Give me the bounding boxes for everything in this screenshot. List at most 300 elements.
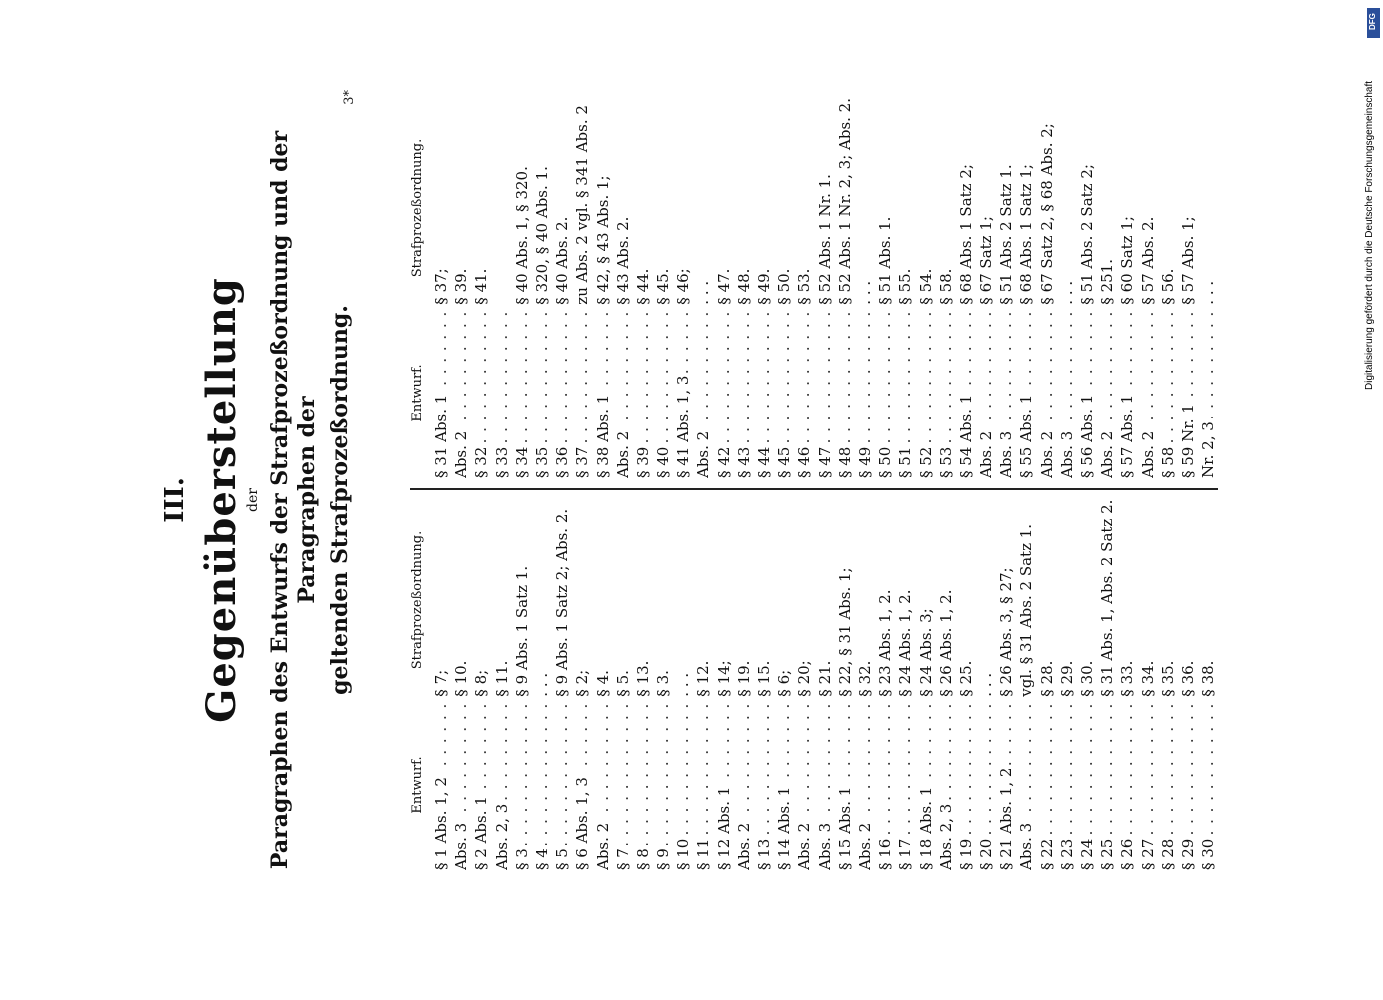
table-row: [1158, 98, 1178, 478]
spo-cell: § 14;: [714, 660, 733, 697]
entwurf-text: § 17: [896, 836, 914, 870]
table-row: [1158, 490, 1178, 870]
entwurf-cell: [552, 703, 572, 870]
table-row: [1037, 490, 1057, 870]
entwurf-cell: [552, 311, 572, 478]
table-row: [1138, 490, 1158, 870]
spo-cell: § 41.: [472, 268, 491, 305]
entwurf-cell: [693, 311, 713, 478]
spo-cell: § 28.: [1037, 660, 1056, 697]
entwurf-text: § 47: [816, 444, 834, 478]
spo-cell: zu Abs. 2 vgl. § 341 Abs. 2: [573, 105, 592, 305]
table-row: [492, 490, 512, 870]
right-table: [410, 98, 1218, 490]
entwurf-cell: [572, 703, 592, 870]
entwurf-text: § 2 Abs. 1: [472, 793, 490, 870]
spo-cell: § 20;: [795, 660, 814, 697]
table-row: [976, 490, 996, 870]
entwurf-text: Abs. 2: [452, 428, 470, 478]
entwurf-text: Abs. 2: [1098, 428, 1116, 478]
entwurf-cell: [835, 311, 855, 478]
spo-cell: § 43 Abs. 2.: [613, 216, 632, 305]
table-row: [512, 490, 532, 870]
table-row: [1057, 98, 1077, 478]
spo-cell: § 54.: [916, 268, 935, 305]
entwurf-cell: [1057, 703, 1077, 870]
entwurf-text: § 25: [1098, 836, 1116, 870]
entwurf-cell: [996, 311, 1016, 478]
entwurf-cell: [613, 703, 633, 870]
rotated-page: [160, 90, 1220, 910]
entwurf-text: Abs. 2: [594, 820, 612, 870]
subtitle-line-1: Paragraphen des Entwurfs der Strafprozeßordnung und der Paragraphen der: [267, 130, 320, 870]
spo-cell: § 42, § 43 Abs. 1;: [593, 175, 612, 305]
table-row: [471, 490, 491, 870]
spo-cell: § 320, § 40 Abs. 1.: [532, 166, 551, 305]
entwurf-cell: [1077, 311, 1097, 478]
entwurf-cell: [1138, 703, 1158, 870]
entwurf-text: § 15 Abs. 1: [836, 784, 854, 870]
entwurf-cell: [754, 703, 774, 870]
spo-cell: § 40 Abs. 2.: [553, 216, 572, 305]
entwurf-cell: [1198, 311, 1218, 478]
entwurf-cell: [532, 703, 552, 870]
spo-cell: § 25.: [956, 660, 975, 697]
entwurf-cell: [1077, 703, 1097, 870]
page-number: 3*: [342, 90, 357, 105]
entwurf-cell: [875, 311, 895, 478]
spo-cell: § 31 Abs. 1, Abs. 2 Satz 2.: [1098, 499, 1117, 697]
table-row: [895, 98, 915, 478]
entwurf-text: Abs. 3: [1017, 820, 1035, 870]
entwurf-cell: [1117, 703, 1137, 870]
spo-cell: § 67 Satz 1;: [977, 216, 996, 305]
spo-cell: [492, 98, 512, 311]
spo-cell: § 51 Abs. 2 Satz 2;: [1078, 164, 1096, 305]
entwurf-text: Nr. 2, 3: [1199, 418, 1217, 478]
entwurf-text: Abs. 2: [614, 428, 632, 478]
entwurf-text: § 9: [654, 845, 672, 870]
table-row: [1037, 98, 1057, 478]
spo-cell: § 4.: [593, 670, 612, 697]
entwurf-cell: [1016, 311, 1036, 478]
entwurf-cell: [1158, 703, 1178, 870]
entwurf-cell: [431, 311, 451, 478]
entwurf-text: § 11: [694, 836, 712, 870]
entwurf-text: § 28: [1159, 836, 1177, 870]
spo-cell: . . .: [855, 280, 874, 305]
entwurf-text: § 49: [856, 444, 874, 478]
table-row: [774, 98, 794, 478]
table-row: [734, 98, 754, 478]
entwurf-cell: [956, 311, 976, 478]
spo-cell: § 53.: [795, 268, 814, 305]
table-row: [815, 98, 835, 478]
spo-cell: § 40 Abs. 1, § 320.: [512, 166, 531, 305]
spo-cell: § 10.: [452, 660, 471, 697]
dfg-logo-text: DFG: [1368, 13, 1377, 30]
table-row: [673, 98, 693, 478]
entwurf-cell: [451, 703, 471, 870]
spo-cell: § 68 Abs. 1 Satz 2;: [956, 164, 975, 305]
table-row: [653, 490, 673, 870]
table-row: [1077, 98, 1097, 478]
entwurf-cell: [1178, 703, 1198, 870]
entwurf-cell: [996, 703, 1016, 870]
table-row: [451, 98, 471, 478]
table-row: [1198, 98, 1218, 478]
table-row: [593, 490, 613, 870]
entwurf-text: Abs. 2: [795, 820, 813, 870]
table-row: [875, 490, 895, 870]
entwurf-text: Abs. 2: [1038, 428, 1056, 478]
entwurf-text: § 54 Abs. 1: [957, 392, 975, 478]
entwurf-cell: [976, 703, 996, 870]
table-row: [835, 98, 855, 478]
spo-cell: § 35.: [1158, 660, 1177, 697]
entwurf-text: § 38 Abs. 1: [594, 392, 612, 478]
entwurf-text: § 29: [1179, 836, 1197, 870]
entwurf-cell: [1158, 311, 1178, 478]
spo-cell: § 57 Abs. 1;: [1178, 216, 1197, 305]
table-row: [532, 490, 552, 870]
spo-cell: § 38.: [1199, 660, 1218, 697]
left-table: [410, 490, 1218, 870]
entwurf-text: § 16: [876, 836, 894, 870]
entwurf-cell: [936, 311, 956, 478]
table-row: [734, 490, 754, 870]
entwurf-text: Abs. 2: [735, 820, 753, 870]
entwurf-text: § 52: [917, 444, 935, 478]
entwurf-cell: [492, 311, 512, 478]
entwurf-text: § 37: [573, 444, 591, 478]
entwurf-text: § 13: [755, 836, 773, 870]
spo-cell: . . .: [694, 280, 713, 305]
entwurf-text: § 14 Abs. 1: [775, 784, 793, 870]
table-row: [512, 98, 532, 478]
entwurf-text: § 33: [493, 444, 511, 478]
entwurf-text: § 5: [553, 845, 571, 870]
entwurf-text: § 34: [513, 444, 531, 478]
table-row: [1117, 98, 1137, 478]
spo-cell: § 68 Abs. 1 Satz 1;: [1017, 164, 1036, 305]
table-row: [916, 490, 936, 870]
entwurf-cell: [1097, 703, 1117, 870]
entwurf-cell: [653, 703, 673, 870]
spo-cell: § 29.: [1057, 660, 1076, 697]
entwurf-text: Abs. 3: [452, 820, 470, 870]
entwurf-cell: [693, 703, 713, 870]
entwurf-cell: [1117, 311, 1137, 478]
entwurf-cell: [714, 311, 734, 478]
entwurf-text: § 26: [1118, 836, 1136, 870]
entwurf-text: Abs. 3: [816, 820, 834, 870]
entwurf-text: § 27: [1139, 836, 1157, 870]
table-row: [754, 490, 774, 870]
table-row: [693, 490, 713, 870]
table-row: [714, 490, 734, 870]
entwurf-text: § 44: [755, 444, 773, 478]
entwurf-text: § 21 Abs. 1, 2: [997, 765, 1015, 870]
entwurf-text: § 42: [715, 444, 733, 478]
table-row: [471, 98, 491, 478]
table-row: [1097, 98, 1117, 478]
entwurf-text: § 20: [977, 836, 995, 870]
spo-cell: § 13.: [633, 660, 652, 697]
entwurf-cell: [572, 311, 592, 478]
table-row: [613, 490, 633, 870]
table-row: [794, 490, 814, 870]
entwurf-cell: [835, 703, 855, 870]
table-row: [835, 490, 855, 870]
entwurf-text: § 59 Nr. 1: [1179, 401, 1197, 478]
entwurf-text: § 53: [937, 444, 955, 478]
spo-cell: § 46;: [674, 268, 693, 305]
entwurf-cell: [633, 311, 653, 478]
spo-cell: § 47.: [714, 268, 733, 305]
table-row: [673, 490, 693, 870]
table-row: [875, 98, 895, 478]
spo-cell: § 7;: [432, 669, 450, 697]
entwurf-cell: [895, 703, 915, 870]
spo-cell: § 33.: [1118, 660, 1137, 697]
header-spo: Strafprozeßordnung.: [410, 138, 425, 278]
entwurf-text: § 32: [472, 444, 490, 478]
spo-cell: § 5.: [613, 670, 632, 697]
entwurf-cell: [754, 311, 774, 478]
entwurf-text: § 51: [896, 444, 914, 478]
table-row: [956, 490, 976, 870]
table-row: [815, 490, 835, 870]
spo-cell: . . .: [532, 672, 551, 697]
table-row: [855, 98, 875, 478]
entwurf-cell: [512, 311, 532, 478]
entwurf-text: § 18 Abs. 1: [917, 784, 935, 870]
entwurf-text: § 24: [1078, 836, 1096, 870]
entwurf-text: Abs. 2: [977, 428, 995, 478]
header-spo: Strafprozeßordnung.: [410, 530, 425, 670]
table-row: [1138, 98, 1158, 478]
subtitle-line-2: geltenden Strafprozeßordnung.: [327, 305, 353, 695]
spo-cell: § 24 Abs. 3;: [916, 608, 935, 697]
entwurf-text: § 31 Abs. 1: [432, 392, 450, 478]
table-row: [1057, 490, 1077, 870]
spo-cell: § 51 Abs. 1.: [876, 216, 895, 305]
table-row: [431, 490, 451, 870]
spo-cell: § 15.: [755, 660, 773, 697]
table-row: [714, 98, 734, 478]
spo-cell: § 50.: [775, 268, 794, 305]
entwurf-text: Abs. 2, 3: [937, 801, 955, 870]
table-row: [855, 490, 875, 870]
table-row: [552, 98, 572, 478]
entwurf-text: § 39: [634, 444, 652, 478]
spo-cell: § 51 Abs. 2 Satz 1.: [997, 164, 1016, 305]
entwurf-cell: [1198, 703, 1218, 870]
entwurf-text: § 19: [957, 836, 975, 870]
entwurf-cell: [1016, 703, 1036, 870]
entwurf-text: § 36: [553, 444, 571, 478]
table-row: [976, 98, 996, 478]
entwurf-cell: [633, 703, 653, 870]
entwurf-cell: [976, 311, 996, 478]
table-row: [1178, 490, 1198, 870]
table-row: [633, 98, 653, 478]
entwurf-cell: [1037, 703, 1057, 870]
spo-cell: § 52 Abs. 1 Nr. 2, 3; Abs. 2.: [835, 98, 854, 305]
entwurf-text: Abs. 2, 3: [493, 801, 511, 870]
table-row: [1097, 490, 1117, 870]
entwurf-cell: [532, 311, 552, 478]
spo-cell: § 60 Satz 1;: [1118, 216, 1137, 305]
entwurf-text: § 7: [614, 845, 632, 870]
spo-cell: § 39.: [452, 268, 471, 305]
right-rows: [431, 98, 1218, 478]
table-row: [633, 490, 653, 870]
table-row: [1117, 490, 1137, 870]
entwurf-cell: [734, 703, 754, 870]
header-entwurf: Entwurf.: [410, 756, 425, 814]
table-row: [451, 490, 471, 870]
entwurf-cell: [936, 703, 956, 870]
heading-block: [160, 90, 354, 910]
table-row: [936, 98, 956, 478]
spo-cell: § 30.: [1078, 660, 1096, 697]
table-row: [774, 490, 794, 870]
entwurf-cell: [471, 703, 491, 870]
entwurf-cell: [1138, 311, 1158, 478]
entwurf-cell: [734, 311, 754, 478]
table-row: [1178, 98, 1198, 478]
entwurf-text: § 1 Abs. 1, 2: [432, 774, 450, 870]
entwurf-text: § 35: [533, 444, 551, 478]
table-row: [1016, 490, 1036, 870]
table-row: [895, 490, 915, 870]
entwurf-text: Abs. 2: [1139, 428, 1157, 478]
table-row: [492, 98, 512, 478]
spo-cell: § 8;: [472, 669, 491, 697]
entwurf-cell: [451, 311, 471, 478]
entwurf-cell: [815, 311, 835, 478]
spo-cell: § 56.: [1158, 268, 1177, 305]
spo-cell: § 67 Satz 2, § 68 Abs. 2;: [1037, 123, 1056, 305]
table-row: [1016, 98, 1036, 478]
entwurf-cell: [875, 703, 895, 870]
table-row: [552, 490, 572, 870]
entwurf-cell: [593, 311, 613, 478]
entwurf-text: § 22: [1038, 836, 1056, 870]
spo-cell: § 21.: [815, 660, 834, 697]
spo-cell: § 22, § 31 Abs. 1;: [835, 567, 854, 697]
left-rows: [431, 490, 1218, 870]
entwurf-text: Abs. 2: [694, 428, 712, 478]
entwurf-text: § 30: [1199, 836, 1217, 870]
entwurf-text: § 46: [795, 444, 813, 478]
table-row: [572, 490, 592, 870]
entwurf-cell: [492, 703, 512, 870]
entwurf-cell: [1097, 311, 1117, 478]
spo-cell: § 251.: [1098, 259, 1117, 305]
right-column-headers: [410, 98, 425, 478]
entwurf-cell: [714, 703, 734, 870]
spo-cell: . . .: [1199, 280, 1218, 305]
spo-cell: § 48.: [734, 268, 753, 305]
spo-cell: § 37;: [432, 268, 450, 305]
entwurf-cell: [673, 311, 693, 478]
table-row: [532, 98, 552, 478]
spo-cell: § 32.: [855, 660, 874, 697]
entwurf-text: § 45: [775, 444, 793, 478]
spo-cell: . . .: [1057, 280, 1076, 305]
entwurf-text: Abs. 3: [1058, 428, 1076, 478]
spo-cell: § 6;: [775, 669, 794, 697]
entwurf-cell: [895, 311, 915, 478]
table-row: [431, 98, 451, 478]
entwurf-cell: [593, 703, 613, 870]
table-row: [1198, 490, 1218, 870]
spo-cell: § 23 Abs. 1, 2.: [876, 589, 895, 697]
entwurf-cell: [613, 311, 633, 478]
table-row: [794, 98, 814, 478]
spo-cell: § 9 Abs. 1 Satz 2; Abs. 2.: [553, 508, 572, 697]
spo-cell: § 55.: [896, 268, 915, 305]
spo-cell: § 19.: [734, 660, 753, 697]
entwurf-text: § 3: [513, 845, 531, 870]
entwurf-cell: [794, 703, 814, 870]
entwurf-text: § 4: [533, 845, 551, 870]
spo-cell: vgl. § 31 Abs. 2 Satz 1.: [1017, 523, 1036, 697]
entwurf-cell: [794, 311, 814, 478]
table-row: [1077, 490, 1097, 870]
entwurf-cell: [512, 703, 532, 870]
table-row: [572, 98, 592, 478]
spo-cell: § 11.: [492, 660, 511, 697]
spo-cell: § 58.: [936, 268, 955, 305]
spo-cell: § 26 Abs. 3, § 27;: [997, 567, 1016, 697]
entwurf-cell: [956, 703, 976, 870]
entwurf-cell: [1178, 311, 1198, 478]
entwurf-cell: [653, 311, 673, 478]
table-row: [956, 98, 976, 478]
page-title: Gegenüberstellung: [198, 277, 245, 723]
entwurf-cell: [1057, 311, 1077, 478]
section-numeral: III.: [160, 477, 190, 523]
table-row: [613, 98, 633, 478]
entwurf-text: § 50: [876, 444, 894, 478]
entwurf-text: § 55 Abs. 1: [1017, 392, 1035, 478]
header-entwurf: Entwurf.: [410, 364, 425, 422]
table-row: [916, 98, 936, 478]
entwurf-cell: [916, 311, 936, 478]
spo-cell: § 45.: [654, 268, 673, 305]
spo-cell: § 34.: [1138, 660, 1157, 697]
spo-cell: § 2;: [573, 669, 592, 697]
spo-cell: . . .: [674, 672, 693, 697]
entwurf-text: § 56 Abs. 1: [1078, 392, 1096, 478]
spo-cell: § 44.: [633, 268, 652, 305]
entwurf-text: § 10: [674, 836, 692, 870]
comparison-tables: [410, 98, 1218, 870]
table-row: [996, 98, 1016, 478]
digitization-credit: Digitalisierung gefördert durch die Deutsche Forschungsgemeinschaft: [1364, 80, 1375, 390]
entwurf-text: § 57 Abs. 1: [1118, 392, 1136, 478]
entwurf-cell: [855, 311, 875, 478]
spo-cell: § 52 Abs. 1 Nr. 1.: [815, 174, 834, 305]
table-row: [653, 98, 673, 478]
entwurf-text: § 41 Abs. 1, 3: [674, 373, 692, 478]
entwurf-text: Abs. 2: [856, 820, 874, 870]
spo-cell: § 12.: [694, 660, 713, 697]
